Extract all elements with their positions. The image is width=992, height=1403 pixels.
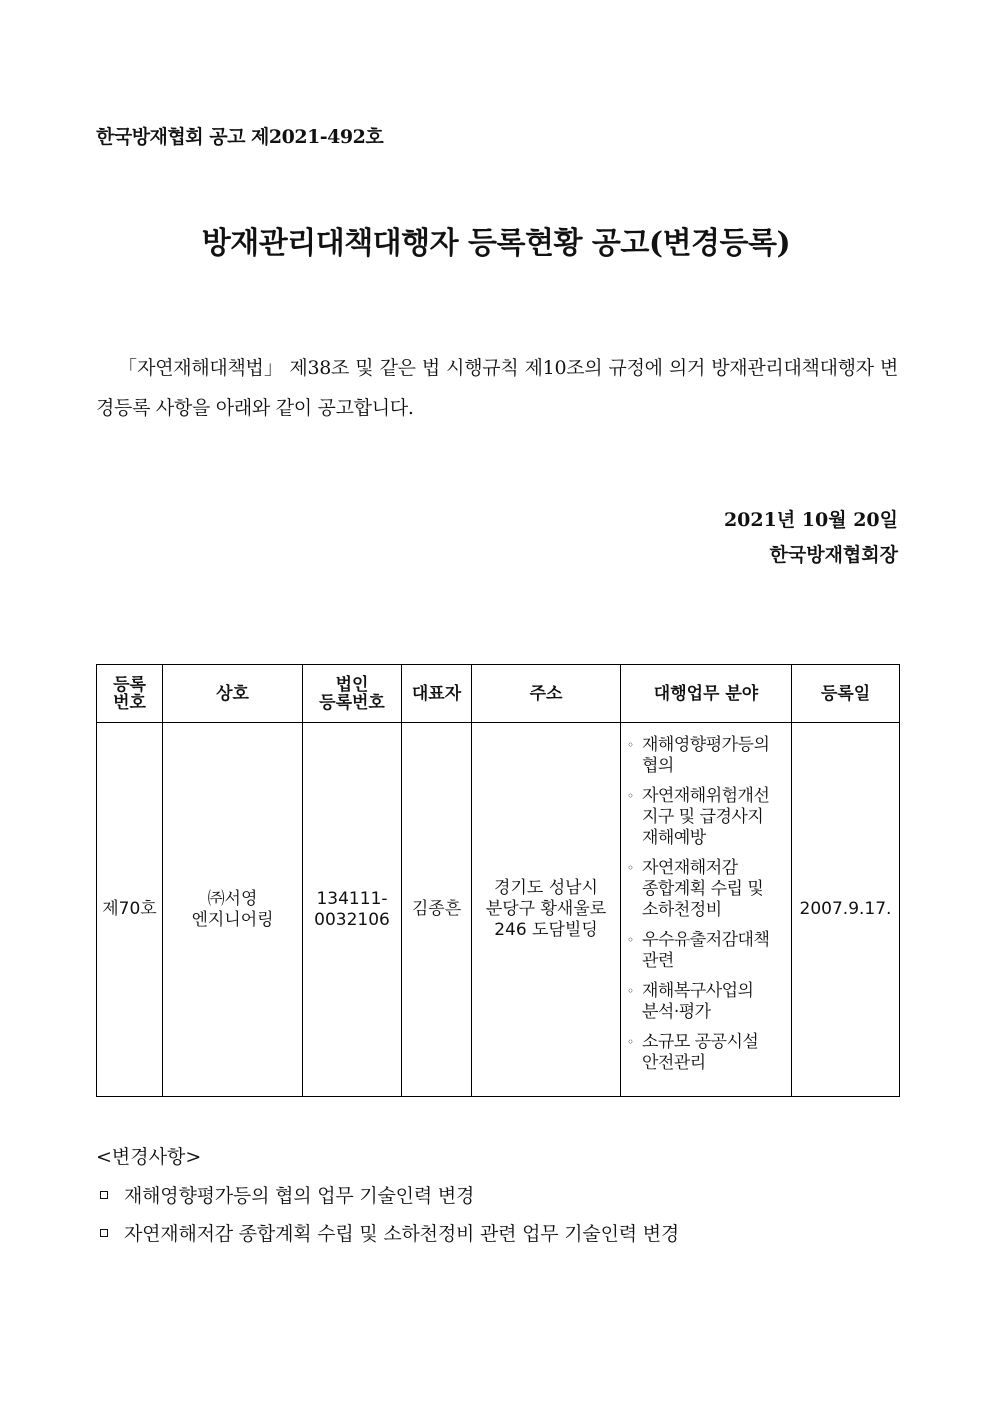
duty-text: 지구 및 급경사지 bbox=[642, 807, 764, 827]
duty-item bbox=[627, 858, 787, 921]
company-line-1: ㈜서영 bbox=[207, 888, 258, 909]
header-duties: 대행업무 분야 bbox=[621, 665, 792, 723]
header-corp-no bbox=[303, 665, 402, 723]
header-representative: 대표자 bbox=[402, 665, 472, 723]
issuer-name: 한국방재협회장 bbox=[769, 544, 898, 566]
change-item-text: 자연재해저감 종합계획 수립 및 소하천정비 관련 업무 기술인력 변경 bbox=[124, 1223, 680, 1245]
duty-text: 종합계획 수립 및 bbox=[642, 879, 764, 899]
header-reg-no bbox=[97, 665, 163, 723]
circle-bullet-icon: ◦ bbox=[627, 933, 634, 947]
notice-date: 2021년 10월 20일 bbox=[723, 509, 898, 531]
table-row bbox=[97, 723, 900, 1097]
cell-corp-no bbox=[303, 723, 402, 1097]
address-line-3: 246 도담빌딩 bbox=[494, 920, 598, 940]
square-bullet-icon bbox=[100, 1191, 108, 1199]
cell-duties bbox=[621, 723, 792, 1097]
duty-item bbox=[627, 786, 787, 849]
duty-text: 재해영향평가등의 bbox=[642, 735, 770, 755]
duty-text: 분석·평가 bbox=[642, 1002, 711, 1022]
changes-heading: <변경사항> bbox=[96, 1146, 202, 1168]
duty-text: 관련 bbox=[642, 951, 674, 971]
notice-body bbox=[96, 348, 898, 428]
header-reg-date: 등록일 bbox=[792, 665, 900, 723]
duty-text: 소하천정비 bbox=[642, 900, 722, 920]
address-line-1: 경기도 성남시 bbox=[494, 878, 598, 898]
table-header-row bbox=[97, 665, 900, 723]
duty-text: 재해복구사업의 bbox=[642, 981, 754, 1001]
header-address: 주소 bbox=[472, 665, 621, 723]
cell-company bbox=[163, 723, 303, 1097]
duty-text: 자연재해저감 bbox=[642, 858, 738, 878]
duty-text: 우수유출저감대책 bbox=[642, 930, 770, 950]
notice-paragraph: 「자연재해대책법」 제38조 및 같은 법 시행규칙 제10조의 규정에 의거 방재관리대책대행자 변경등록 사항을 아래와 같이 공고합니다. bbox=[96, 357, 898, 419]
page-title: 방재관리대책대행자 등록현황 공고(변경등록) bbox=[201, 226, 791, 261]
cell-reg-no: 제70호 bbox=[97, 723, 163, 1097]
header-corp-no-line-2: 등록번호 bbox=[319, 692, 385, 713]
circle-bullet-icon: ◦ bbox=[627, 738, 634, 752]
address-line-2: 분당구 황새울로 bbox=[485, 899, 607, 919]
change-item bbox=[100, 1181, 474, 1208]
circle-bullet-icon: ◦ bbox=[627, 984, 634, 998]
duty-text: 자연재해위험개선 bbox=[642, 786, 770, 806]
change-item-text: 재해영향평가등의 협의 업무 기술인력 변경 bbox=[124, 1185, 475, 1207]
duty-text: 재해예방 bbox=[642, 828, 706, 848]
duty-item bbox=[627, 735, 787, 777]
square-bullet-icon bbox=[100, 1229, 108, 1237]
duty-item bbox=[627, 1032, 787, 1074]
cell-reg-date: 2007.9.17. bbox=[792, 723, 900, 1097]
header-reg-no-line-1: 등록 bbox=[113, 674, 146, 695]
circle-bullet-icon: ◦ bbox=[627, 1035, 634, 1049]
cell-representative: 김종흔 bbox=[402, 723, 472, 1097]
duty-text: 소규모 공공시설 bbox=[642, 1032, 759, 1052]
change-item bbox=[100, 1219, 679, 1246]
header-reg-no-line-2: 번호 bbox=[113, 692, 146, 713]
cell-address bbox=[472, 723, 621, 1097]
duty-text: 협의 bbox=[642, 756, 674, 776]
duty-text: 안전관리 bbox=[642, 1053, 706, 1073]
header-corp-no-line-1: 법인 bbox=[335, 674, 369, 695]
company-line-2: 엔지니어링 bbox=[191, 909, 274, 930]
circle-bullet-icon: ◦ bbox=[627, 789, 634, 803]
corp-no-line-2: 0032106 bbox=[314, 909, 390, 930]
duty-item bbox=[627, 930, 787, 972]
corp-no-line-1: 134111- bbox=[316, 888, 388, 909]
duty-item bbox=[627, 981, 787, 1023]
registration-table bbox=[96, 664, 900, 1097]
circle-bullet-icon: ◦ bbox=[627, 861, 634, 875]
header-company: 상호 bbox=[163, 665, 303, 723]
notice-number: 한국방재협회 공고 제2021-492호 bbox=[96, 126, 384, 148]
